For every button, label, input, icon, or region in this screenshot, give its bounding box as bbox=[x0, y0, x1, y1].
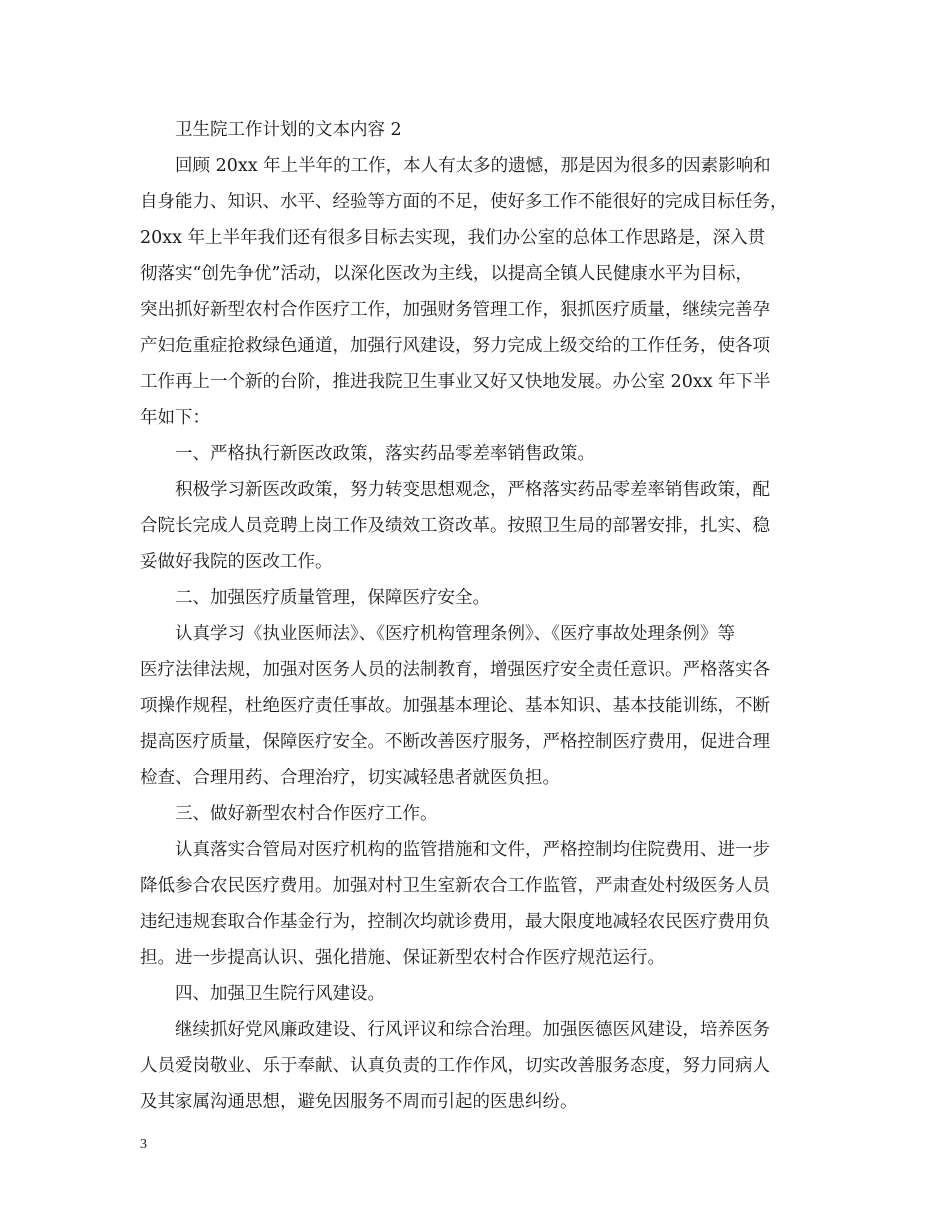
text-line: 一、严格执行新医改政策，落实药品零差率销售政策。 bbox=[175, 444, 595, 464]
text-line: 突出抓好新型农村合作医疗工作，加强财务管理工作，狠抓医疗质量，继续完善孕 bbox=[140, 300, 770, 320]
text-line: 四、加强卫生院行风建设。 bbox=[175, 984, 385, 1004]
text-line: 二、加强医疗质量管理，保障医疗安全。 bbox=[175, 588, 490, 608]
document-body bbox=[140, 112, 812, 1120]
text-line: 违纪违规套取合作基金行为，控制次均就诊费用，最大限度地减轻农民医疗费用负 bbox=[140, 912, 770, 932]
text-line: 认真学习《执业医师法》、《医疗机构管理条例》、《医疗事故处理条例》等 bbox=[175, 624, 735, 644]
text-line: 降低参合农民医疗费用。加强对村卫生室新农合工作监管，严肃查处村级医务人员 bbox=[140, 876, 770, 896]
text-line: 卫生院工作计划的文本内容 2 bbox=[175, 120, 402, 140]
text-line: 项操作规程，杜绝医疗责任事故。加强基本理论、基本知识、基本技能训练，不断 bbox=[140, 696, 770, 716]
text-line: 工作再上一个新的台阶，推进我院卫生事业又好又快地发展。办公室 20xx 年下半 bbox=[140, 372, 771, 392]
text-line: 提高医疗质量，保障医疗安全。不断改善医疗服务，严格控制医疗费用，促进合理 bbox=[140, 732, 770, 752]
text-line: 彻落实“创先争优”活动，以深化医改为主线，以提高全镇人民健康水平为目标， bbox=[140, 264, 753, 284]
text-line: 合院长完成人员竞聘上岗工作及绩效工资改革。按照卫生局的部署安排，扎实、稳 bbox=[140, 516, 770, 536]
page-number: 3 bbox=[140, 1137, 147, 1152]
text-line: 20xx 年上半年我们还有很多目标去实现，我们办公室的总体工作思路是，深入贯 bbox=[140, 228, 766, 248]
text-line: 自身能力、知识、水平、经验等方面的不足，使好多工作不能很好的完成目标任务， bbox=[140, 192, 788, 212]
text-line: 认真落实合管局对医疗机构的监管措施和文件，严格控制均住院费用、进一步 bbox=[175, 840, 770, 860]
text-line: 人员爱岗敬业、乐于奉献、认真负责的工作作风，切实改善服务态度，努力同病人 bbox=[140, 1056, 770, 1076]
text-line: 检查、合理用药、合理治疗，切实减轻患者就医负担。 bbox=[140, 768, 560, 788]
text-line: 积极学习新医改政策，努力转变思想观念，严格落实药品零差率销售政策，配 bbox=[175, 480, 770, 500]
text-line: 年如下： bbox=[140, 408, 210, 428]
text-line: 回顾 20xx 年上半年的工作，本人有太多的遗憾，那是因为很多的因素影响和 bbox=[175, 156, 771, 176]
text-line: 担。进一步提高认识、强化措施、保证新型农村合作医疗规范运行。 bbox=[140, 948, 665, 968]
text-line: 三、做好新型农村合作医疗工作。 bbox=[175, 804, 438, 824]
text-line: 妥做好我院的医改工作。 bbox=[140, 552, 333, 572]
text-line: 继续抓好党风廉政建设、行风评议和综合治理。加强医德医风建设，培养医务 bbox=[175, 1020, 770, 1040]
text-line: 医疗法律法规，加强对医务人员的法制教育，增强医疗安全责任意识。严格落实各 bbox=[140, 660, 770, 680]
text-line: 产妇危重症抢救绿色通道，加强行风建设，努力完成上级交给的工作任务，使各项 bbox=[140, 336, 770, 356]
text-line: 及其家属沟通思想，避免因服务不周而引起的医患纠纷。 bbox=[140, 1092, 578, 1112]
